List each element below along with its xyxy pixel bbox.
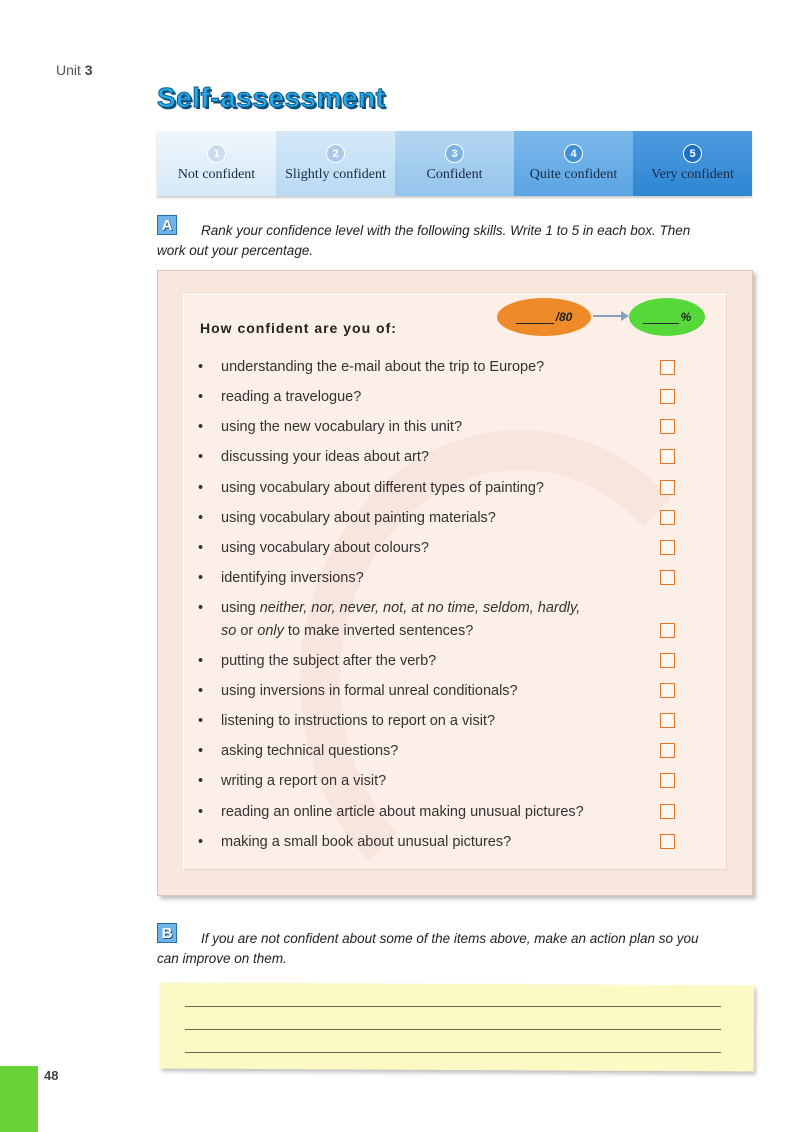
bullet-icon: • bbox=[198, 570, 204, 586]
bullet-icon: • bbox=[198, 773, 204, 789]
scale-label-4: Quite confident bbox=[529, 167, 618, 182]
bullet-icon: • bbox=[198, 419, 204, 435]
scale-level-1 bbox=[157, 131, 276, 196]
checkbox-9[interactable] bbox=[660, 623, 675, 638]
scale-number-4: 4 bbox=[564, 144, 583, 163]
bullet-icon: • bbox=[198, 540, 204, 556]
section-b-instruction bbox=[157, 929, 767, 969]
score-blank[interactable] bbox=[516, 311, 554, 324]
checkbox-1[interactable] bbox=[660, 360, 675, 375]
checkbox-13[interactable] bbox=[660, 743, 675, 758]
section-b-letter: B bbox=[157, 923, 177, 943]
percent-oval[interactable] bbox=[629, 298, 705, 336]
arrow-icon bbox=[593, 315, 623, 317]
scale-level-2 bbox=[276, 131, 395, 196]
section-a-line1: Rank your confidence level with the following skills. Write 1 to 5 in each box. Then bbox=[201, 223, 691, 238]
checkbox-4[interactable] bbox=[660, 449, 675, 464]
section-a-line2: work out your percentage. bbox=[157, 243, 314, 258]
scale-level-3 bbox=[395, 131, 514, 196]
list-item-text: asking technical questions? bbox=[221, 743, 399, 759]
scale-number-2: 2 bbox=[326, 144, 345, 163]
checkbox-10[interactable] bbox=[660, 653, 675, 668]
list-item-text: using vocabulary about different types of painting? bbox=[221, 480, 544, 496]
unit-text: Unit bbox=[56, 62, 81, 78]
scale-level-4 bbox=[514, 131, 633, 196]
list-item-text: reading an online article about making unusual pictures? bbox=[221, 804, 584, 820]
scale-number-5: 5 bbox=[683, 144, 702, 163]
item-so-word: so bbox=[221, 623, 237, 639]
action-plan-line-1[interactable] bbox=[185, 1006, 721, 1007]
checkbox-11[interactable] bbox=[660, 683, 675, 698]
checkbox-2[interactable] bbox=[660, 389, 675, 404]
list-item-text: identifying inversions? bbox=[221, 570, 364, 586]
unit-label bbox=[56, 62, 93, 78]
item-only-word: only bbox=[257, 623, 284, 639]
bullet-icon: • bbox=[198, 449, 204, 465]
bullet-icon: • bbox=[198, 600, 204, 616]
list-item-text: making a small book about unusual pictures? bbox=[221, 834, 512, 850]
scale-number-1: 1 bbox=[207, 144, 226, 163]
unit-number: 3 bbox=[84, 62, 93, 78]
item-using-word: using bbox=[221, 600, 256, 616]
bullet-icon: • bbox=[198, 834, 204, 850]
list-item-text bbox=[221, 620, 473, 642]
bullet-icon: • bbox=[198, 389, 204, 405]
item-inversion-words: neither, nor, never, not, at no time, seldom, hardly, bbox=[259, 600, 581, 616]
section-b-line2: can improve on them. bbox=[157, 951, 287, 966]
scale-label-5: Very confident bbox=[651, 167, 734, 182]
list-item-text: reading a travelogue? bbox=[221, 389, 362, 405]
scale-number-3: 3 bbox=[445, 144, 464, 163]
action-plan-line-2[interactable] bbox=[185, 1029, 721, 1030]
list-item-text: understanding the e-mail about the trip to Europe? bbox=[221, 359, 545, 375]
checkbox-15[interactable] bbox=[660, 804, 675, 819]
checkbox-7[interactable] bbox=[660, 540, 675, 555]
page-number: 48 bbox=[44, 1068, 59, 1083]
score-oval[interactable] bbox=[497, 298, 591, 336]
list-item-text: writing a report on a visit? bbox=[221, 773, 387, 789]
section-a-instruction bbox=[157, 221, 757, 261]
scale-label-2: Slightly confident bbox=[285, 167, 386, 182]
list-item-text: using vocabulary about painting materials? bbox=[221, 510, 496, 526]
bullet-icon: • bbox=[198, 683, 204, 699]
item-rest-text: to make inverted sentences? bbox=[283, 623, 474, 639]
scale-label-3: Confident bbox=[426, 167, 483, 182]
checkbox-12[interactable] bbox=[660, 713, 675, 728]
page-title: Self-assessment bbox=[157, 82, 386, 113]
bullet-icon: • bbox=[198, 653, 204, 669]
action-plan-line-3[interactable] bbox=[185, 1052, 721, 1053]
scale-level-5 bbox=[633, 131, 752, 196]
checkbox-16[interactable] bbox=[660, 834, 675, 849]
scale-label-1: Not confident bbox=[177, 167, 256, 182]
bullet-icon: • bbox=[198, 743, 204, 759]
bullet-icon: • bbox=[198, 713, 204, 729]
list-item-text bbox=[221, 597, 580, 619]
list-item-text: using inversions in formal unreal conditionals? bbox=[221, 683, 518, 699]
checkbox-3[interactable] bbox=[660, 419, 675, 434]
bullet-icon: • bbox=[198, 480, 204, 496]
list-item-text: putting the subject after the verb? bbox=[221, 653, 437, 669]
list-item-text: using the new vocabulary in this unit? bbox=[221, 419, 463, 435]
bullet-icon: • bbox=[198, 359, 204, 375]
list-item-text: discussing your ideas about art? bbox=[221, 449, 429, 465]
action-plan-note bbox=[160, 982, 754, 1071]
confidence-scale bbox=[157, 131, 752, 196]
page-tab bbox=[0, 1066, 38, 1132]
checkbox-5[interactable] bbox=[660, 480, 675, 495]
checkbox-8[interactable] bbox=[660, 570, 675, 585]
checkbox-14[interactable] bbox=[660, 773, 675, 788]
section-b-line1: If you are not confident about some of the items above, make an action plan so you bbox=[201, 931, 699, 946]
checkbox-6[interactable] bbox=[660, 510, 675, 525]
section-a-letter: A bbox=[157, 215, 177, 235]
list-item-text: listening to instructions to report on a visit? bbox=[221, 713, 496, 729]
percent-blank[interactable] bbox=[643, 311, 679, 324]
percent-sign: % bbox=[680, 310, 692, 324]
item-or-word: or bbox=[236, 623, 258, 639]
checklist-heading: How confident are you of: bbox=[200, 320, 397, 336]
list-item-text: using vocabulary about colours? bbox=[221, 540, 429, 556]
score-total: /80 bbox=[555, 310, 573, 324]
bullet-icon: • bbox=[198, 510, 204, 526]
bullet-icon: • bbox=[198, 804, 204, 820]
